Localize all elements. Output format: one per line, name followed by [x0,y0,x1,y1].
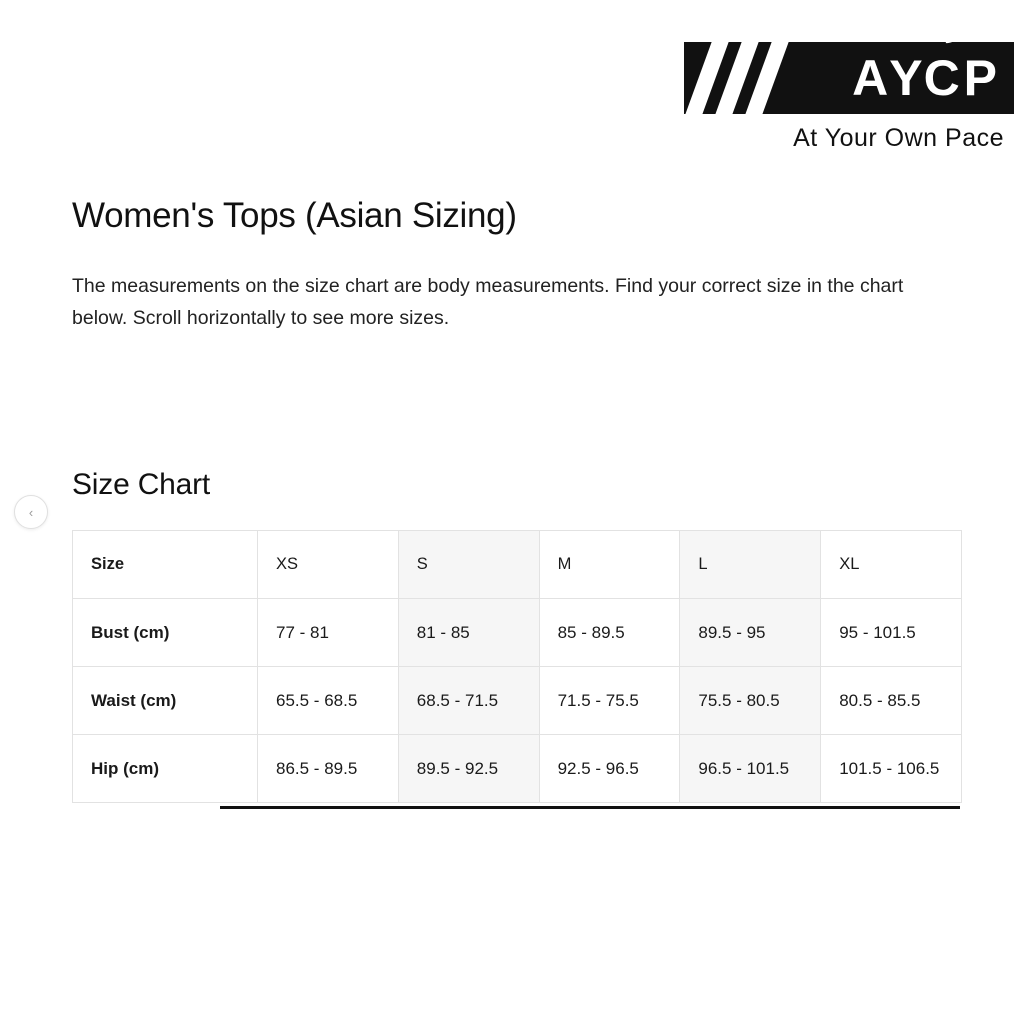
intro-paragraph: The measurements on the size chart are body measurements. Find your correct size in the chart below. Scroll horizontally to see more sizes. [72,275,904,329]
cell-hip-xl: 101.5 - 106.5 [821,735,962,803]
table-header-row [73,531,962,599]
leaf-icon [944,42,966,45]
diagonal-slashes-icon [684,42,814,114]
row-label-waist: Waist (cm) [73,667,258,735]
cell-bust-l: 89.5 - 95 [680,599,821,667]
brand-wordmark [852,50,1014,106]
row-label-bust: Bust (cm) [73,599,258,667]
column-header-xs: XS [258,531,399,599]
table-row [73,735,962,803]
cell-hip-s: 89.5 - 92.5 [398,735,539,803]
cell-waist-xl: 80.5 - 85.5 [821,667,962,735]
logo-letter-c: C [924,53,964,103]
brand-logo-bar [684,42,1014,114]
brand-logo-block [684,42,1014,153]
cell-bust-s: 81 - 85 [398,599,539,667]
row-label-hip: Hip (cm) [73,735,258,803]
chevron-left-icon: ‹ [28,504,34,520]
cell-waist-l: 75.5 - 80.5 [680,667,821,735]
horizontal-scrollbar[interactable] [220,806,960,809]
column-header-s: S [398,531,539,599]
section-title-size-chart: Size Chart [72,468,211,501]
size-chart-table [72,530,962,803]
logo-letter-y: Y [889,50,924,106]
cell-hip-m: 92.5 - 96.5 [539,735,680,803]
cell-bust-xl: 95 - 101.5 [821,599,962,667]
cell-bust-m: 85 - 89.5 [539,599,680,667]
table-row [73,667,962,735]
cell-waist-m: 71.5 - 75.5 [539,667,680,735]
logo-letter-a: A [852,50,890,106]
carousel-prev-button[interactable] [14,495,48,529]
cell-waist-s: 68.5 - 71.5 [398,667,539,735]
table-row [73,599,962,667]
column-header-l: L [680,531,821,599]
column-header-m: M [539,531,680,599]
main-content [72,196,972,803]
column-header-size: Size [73,531,258,599]
cell-bust-xs: 77 - 81 [258,599,399,667]
cell-hip-xs: 86.5 - 89.5 [258,735,399,803]
brand-tagline: At Your Own Pace [793,124,1004,152]
logo-letter-p: P [963,50,998,106]
cell-hip-l: 96.5 - 101.5 [680,735,821,803]
column-header-xl: XL [821,531,962,599]
size-chart-scroll-container[interactable] [72,530,962,803]
page-title: Women's Tops (Asian Sizing) [72,196,517,235]
cell-waist-xs: 65.5 - 68.5 [258,667,399,735]
